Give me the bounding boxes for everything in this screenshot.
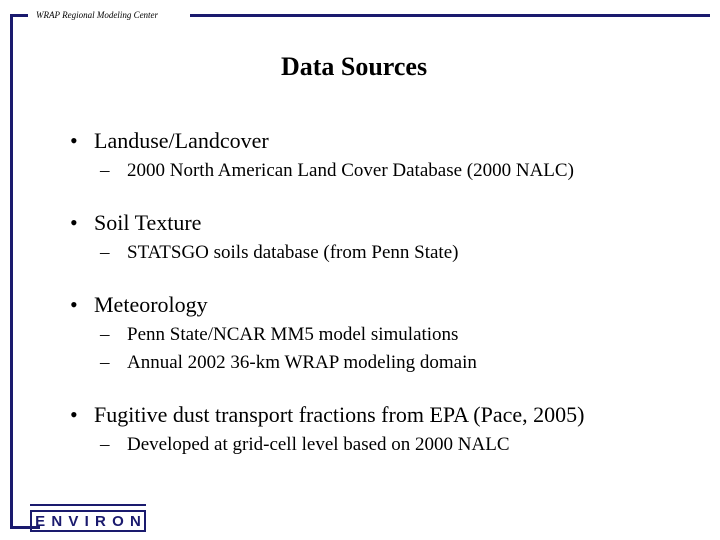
dash-icon: –: [100, 434, 110, 455]
bullet-list: [70, 128, 690, 458]
bullet-item: [70, 402, 690, 428]
bullet-icon: •: [70, 128, 78, 153]
bullet-item: [70, 128, 690, 154]
bullet-item: [70, 292, 690, 318]
logo-rule: [30, 504, 146, 506]
bullet-text: Meteorology: [94, 292, 208, 317]
dash-icon: –: [100, 324, 110, 345]
bullet-icon: •: [70, 210, 78, 235]
sub-bullet-item: [70, 158, 690, 184]
sub-bullet-item: [70, 350, 690, 376]
bullet-text: Fugitive dust transport fractions from EPA (Pace, 2005): [94, 402, 585, 427]
sub-bullet-item: [70, 432, 690, 458]
dash-icon: –: [100, 242, 110, 263]
sub-bullet-text: Developed at grid-cell level based on 2000 NALC: [127, 434, 510, 455]
sub-bullet-text: STATSGO soils database (from Penn State): [127, 242, 459, 263]
logo-letter: E: [35, 512, 46, 530]
environ-logo: [30, 510, 146, 532]
dash-icon: –: [100, 352, 110, 373]
logo-letter: O: [112, 512, 124, 530]
sub-bullet-text: Annual 2002 36-km WRAP modeling domain: [127, 352, 477, 373]
sub-bullet-item: [70, 322, 690, 348]
logo-letter: R: [95, 512, 106, 530]
bullet-icon: •: [70, 402, 78, 427]
frame-line-top-right: [190, 14, 710, 17]
slide-title: Data Sources: [280, 52, 428, 81]
logo-letter: N: [129, 512, 141, 530]
sub-bullet-item: [70, 240, 690, 266]
frame-line-left: [10, 14, 13, 528]
bullet-text: Soil Texture: [94, 210, 202, 235]
dash-icon: –: [100, 160, 110, 181]
logo-letter: V: [68, 512, 79, 530]
bullet-item: [70, 210, 690, 236]
sub-bullet-text: 2000 North American Land Cover Database (2000 NALC): [127, 160, 574, 181]
header-label: WRAP Regional Modeling Center: [36, 10, 159, 20]
bullet-text: Landuse/Landcover: [94, 128, 269, 153]
logo-letter: N: [51, 512, 63, 530]
logo-letter: I: [84, 512, 89, 530]
bullet-icon: •: [70, 292, 78, 317]
sub-bullet-text: Penn State/NCAR MM5 model simulations: [127, 324, 459, 345]
